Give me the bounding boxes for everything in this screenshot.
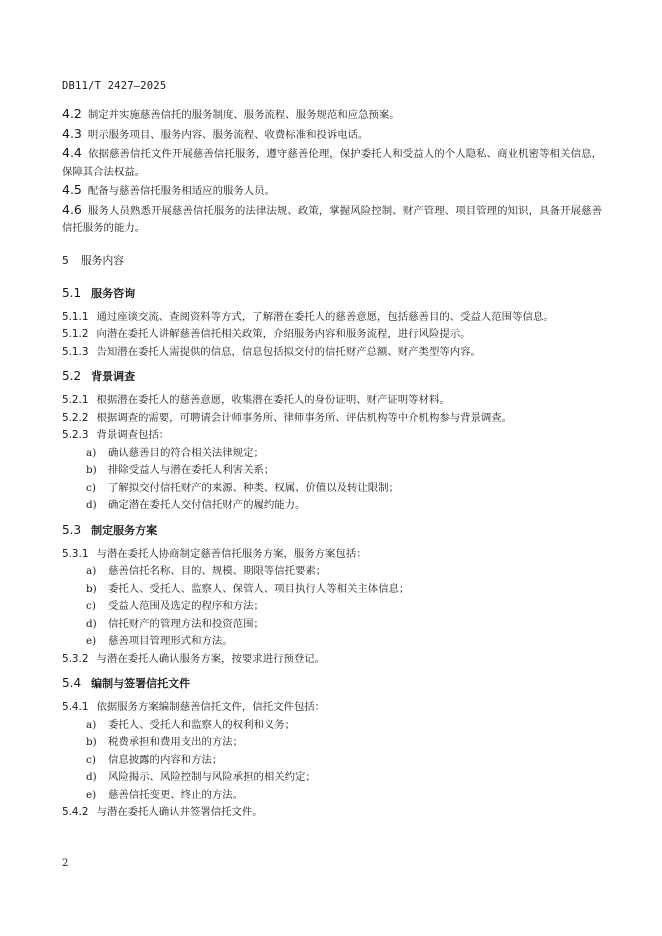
list-item: b) 委托人、受托人、监察人、保管人、项目执行人等相关主体信息； bbox=[86, 582, 410, 595]
list-item: b) 税费承担和费用支出的方法； bbox=[86, 736, 244, 748]
section-heading-5-1: 5.1 服务咨询 bbox=[62, 285, 136, 300]
clause-5-1-1: 5.1.1 通过座谈交流、查阅资料等方式，了解潜在委托人的慈善意愿，包括慈善目的、受益人范围等信息。 bbox=[62, 310, 554, 323]
clause-5-2-3: 5.2.3 背景调查包括： bbox=[62, 429, 170, 441]
list-item: d) 确定潜在委托人交付信托财产的履约能力。 bbox=[86, 499, 306, 511]
clause-5-4-2: 5.4.2 与潜在委托人确认并签署信托文件。 bbox=[62, 806, 263, 818]
chapter-heading-5: 5 服务内容 bbox=[62, 253, 125, 267]
clause-5-3-2: 5.3.2 与潜在委托人确认服务方案，按要求进行预登记。 bbox=[62, 652, 326, 665]
clause-5-2-1: 5.2.1 根据潜在委托人的慈善意愿，收集潜在委托人的身份证明、财产证明等材料。 bbox=[62, 394, 450, 406]
clause-5-1-2: 5.1.2 向潜在委托人讲解慈善信托相关政策，介绍服务内容和服务流程，进行风险提示。 bbox=[62, 328, 471, 340]
list-item: a) 确认慈善目的符合相关法律规定； bbox=[86, 446, 264, 459]
clause-5-1-3: 5.1.3 告知潜在委托人需提供的信息，信息包括拟交付的信托财产总额、财产类型等内容。 bbox=[62, 345, 481, 358]
page-number: 2 bbox=[62, 858, 69, 869]
clause-5-4-1: 5.4.1 依据服务方案编制慈善信托文件，信托文件包括： bbox=[62, 701, 326, 713]
list-item: d) 信托财产的管理方法和投资范围； bbox=[86, 617, 264, 630]
list-item: b) 排除受益人与潜在委托人利害关系； bbox=[86, 464, 275, 476]
clause-5-3-1: 5.3.1 与潜在委托人协商制定慈善信托服务方案，服务方案包括： bbox=[62, 547, 367, 560]
document-body bbox=[62, 105, 602, 822]
list-item: e) 慈善信托变更、终止的方法。 bbox=[86, 788, 244, 801]
clause-4-2: 4.2 制定并实施慈善信托的服务制度、服务流程、服务规范和应急预案。 bbox=[62, 106, 400, 121]
section-heading-5-4: 5.4 编制与签署信托文件 bbox=[62, 676, 191, 690]
clause-4-4: 4.4 依据慈善信托文件开展慈善信托服务，遵守慈善伦理，保护委托人和受益人的个人隐私、商业机密等相关信息，保障其合法权益。 bbox=[62, 145, 602, 178]
list-item: a) 委托人、受托人和监察人的权利和义务； bbox=[86, 718, 296, 731]
list-item: c) 受益人范围及选定的程序和方法； bbox=[86, 600, 264, 612]
clause-4-3: 4.3 明示服务项目、服务内容、服务流程、收费标准和投诉电话。 bbox=[62, 125, 369, 141]
section-heading-5-3: 5.3 制定服务方案 bbox=[62, 522, 158, 537]
list-item: a) 慈善信托名称、目的、规模、期限等信托要素； bbox=[86, 565, 327, 577]
list-item: c) 信息披露的内容和方法； bbox=[86, 753, 223, 766]
list-item: d) 风险揭示、风险控制与风险承担的相关约定； bbox=[86, 771, 316, 783]
list-item: e) 慈善项目管理形式和方法。 bbox=[86, 635, 233, 647]
list-item: c) 了解拟交付信托财产的来源、种类、权属、价值以及转让限制； bbox=[86, 481, 399, 494]
section-heading-5-2: 5.2 背景调查 bbox=[62, 369, 136, 383]
document-code: DB11/T 2427—2025 bbox=[62, 80, 167, 92]
clause-5-2-2: 5.2.2 根据调查的需要，可聘请会计师事务所、律师事务所、评估机构等中介机构参与背景调查。 bbox=[62, 411, 513, 424]
clause-4-5: 4.5 配备与慈善信托服务相适应的服务人员。 bbox=[62, 182, 275, 197]
clause-4-6: 4.6 服务人员熟悉开展慈善信托服务的法律法规、政策，掌握风险控制、财产管理、项目管理的知识，具备开展慈善信托服务的能力。 bbox=[62, 201, 602, 234]
